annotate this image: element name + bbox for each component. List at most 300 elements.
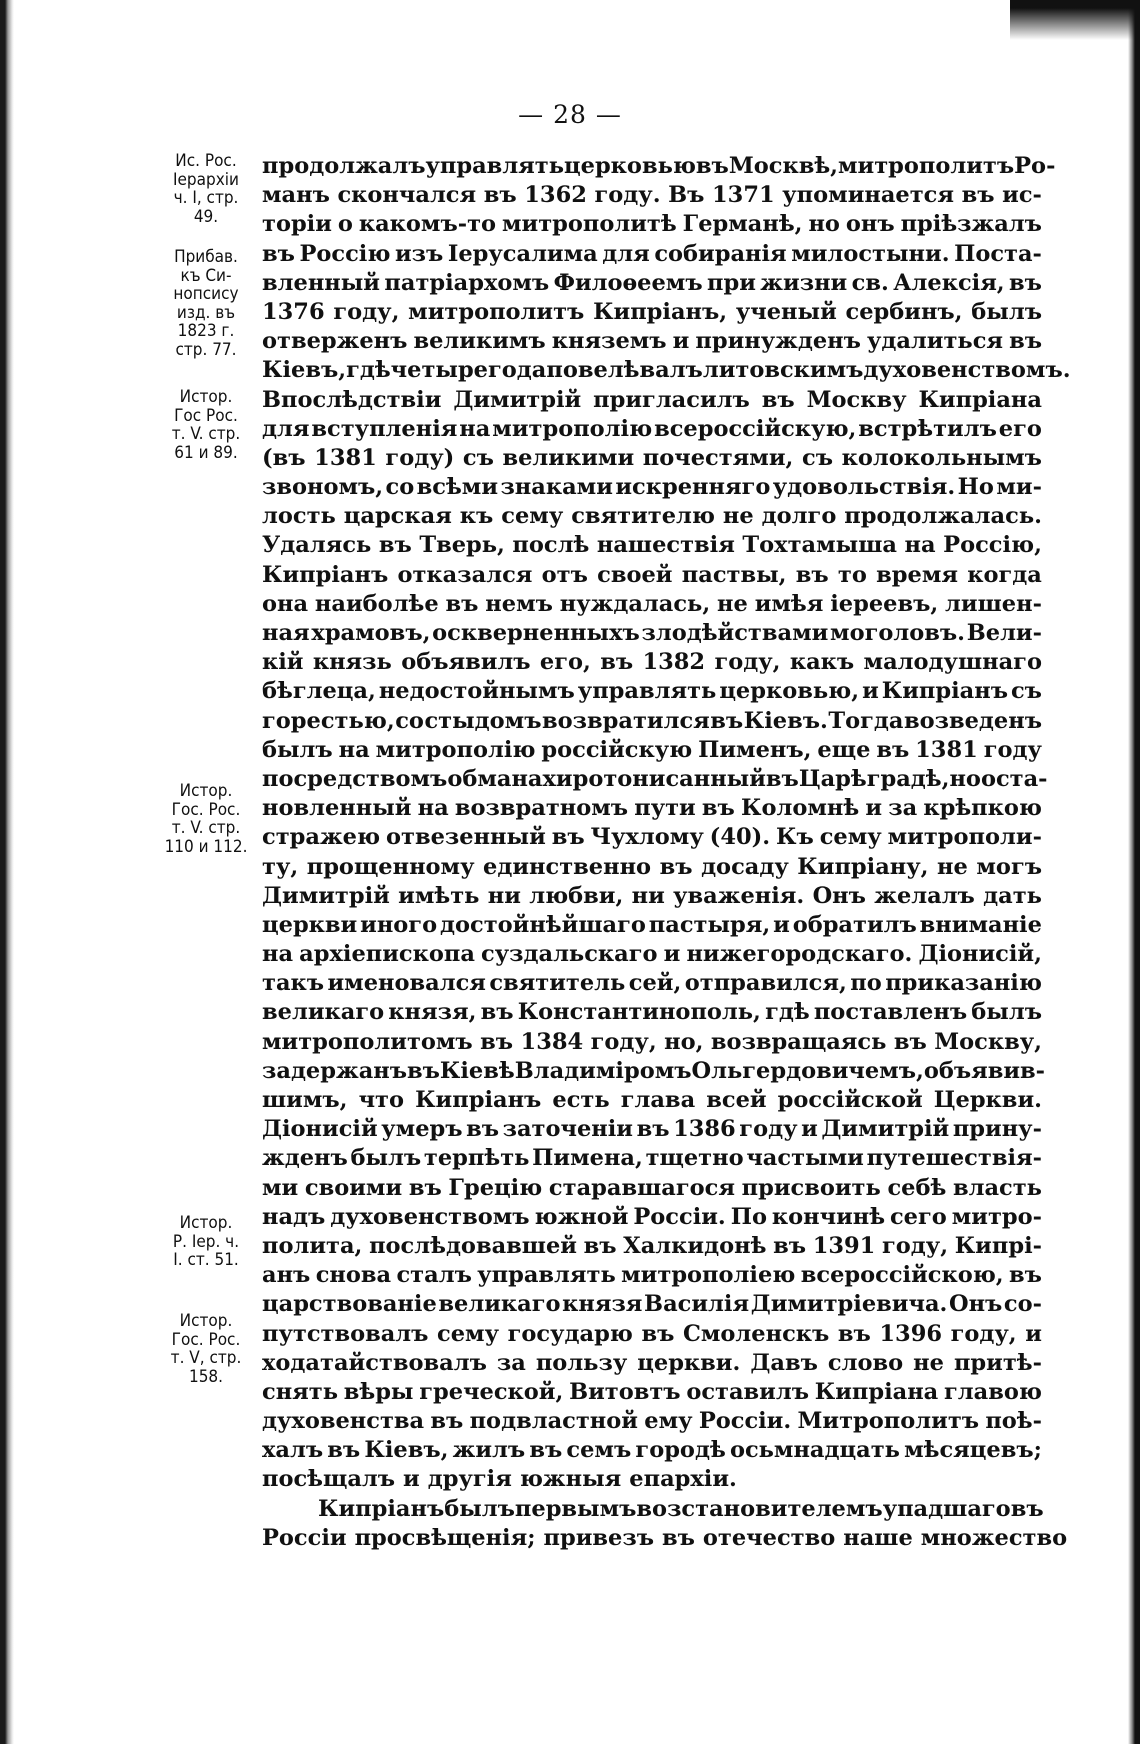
body-word: не — [937, 853, 968, 880]
body-line — [262, 794, 1042, 823]
body-line — [262, 1115, 1042, 1144]
body-word: Димитріевича. — [750, 1291, 948, 1318]
body-line — [262, 911, 1042, 940]
body-word: съ — [802, 444, 833, 471]
body-word: возвратился — [542, 707, 710, 734]
body-word: Россію, — [943, 532, 1042, 559]
body-word: и — [403, 1466, 420, 1493]
body-word: россійской — [777, 1087, 923, 1113]
body-word: именовался — [327, 970, 486, 997]
body-word: Кипрі- — [954, 1232, 1042, 1259]
body-word: въ — [1009, 1262, 1042, 1289]
body-word: пути — [634, 795, 696, 822]
body-word: ни — [487, 882, 521, 909]
body-word: ми — [262, 1174, 299, 1201]
body-word: объявив- — [923, 1057, 1046, 1084]
body-word: возвращаясь — [710, 1028, 887, 1055]
body-word: княземъ — [551, 328, 667, 355]
body-word: (въ — [262, 444, 306, 471]
body-word: Россіи — [262, 1524, 347, 1551]
body-word: обратилъ — [792, 911, 917, 938]
margin-note — [150, 248, 262, 359]
body-word: въ — [636, 1116, 670, 1143]
body-word: отъ — [541, 561, 588, 588]
body-word: ная — [262, 620, 310, 646]
body-line — [262, 677, 1042, 706]
body-word: великимъ — [413, 328, 546, 355]
body-line — [262, 707, 1042, 736]
margin-note-line: нопсису — [173, 284, 239, 304]
body-word: на — [338, 736, 370, 763]
body-word: но, — [664, 1028, 704, 1055]
body-word: путешествія- — [866, 1145, 1042, 1172]
body-line — [262, 210, 1042, 239]
body-word: стражею — [262, 824, 381, 851]
margin-note-line: Истор. — [179, 781, 233, 801]
body-word: Германѣ, — [682, 211, 803, 238]
body-word: въ — [600, 649, 634, 676]
body-word: былъ — [262, 736, 333, 763]
body-word: оскверненныхъ — [432, 620, 640, 646]
body-line — [262, 269, 1042, 298]
body-word: государю — [507, 1320, 633, 1347]
body-word: городѣ — [635, 1437, 726, 1464]
body-word: въ — [893, 1028, 927, 1055]
body-line — [262, 240, 1042, 269]
body-line — [262, 181, 1042, 210]
body-word: не — [722, 503, 754, 530]
body-line — [262, 1261, 1042, 1290]
body-word: съ — [1010, 678, 1042, 705]
body-word: отверженъ — [262, 328, 408, 355]
body-word: но — [808, 211, 840, 238]
body-word: упоминается — [782, 182, 955, 209]
body-word: собиранія — [654, 240, 787, 267]
body-word: отказался — [397, 561, 533, 588]
body-word: въ — [583, 1232, 617, 1259]
body-word: на — [262, 941, 294, 968]
body-word: литовскимъ — [702, 357, 864, 384]
body-word: Россіи. — [698, 1408, 792, 1435]
margin-note — [150, 1214, 262, 1270]
body-word: Пименъ, — [698, 736, 812, 763]
body-word: досаду — [701, 853, 789, 880]
page-number: — 28 — — [518, 100, 622, 129]
body-word: посредствомъ — [262, 765, 448, 792]
body-word: 1381 — [915, 736, 978, 763]
body-word: всероссійскою, — [800, 1262, 1004, 1289]
body-word: Поста- — [954, 240, 1042, 267]
body-word: въ — [1009, 269, 1042, 296]
body-word: Василія — [644, 1291, 750, 1318]
body-word: Коломнѣ — [741, 795, 860, 822]
margin-note-line: Р. Іер. ч. — [172, 1231, 240, 1252]
body-word: не — [913, 1349, 944, 1376]
body-line — [262, 882, 1042, 911]
body-word: единственно — [483, 853, 652, 880]
body-word: своей — [597, 561, 673, 588]
body-word: сталъ — [396, 1262, 472, 1289]
body-word: посѣщалъ — [262, 1466, 396, 1493]
body-word: въ — [483, 182, 517, 209]
body-word: южныя — [519, 1466, 622, 1493]
body-word: слово — [827, 1349, 904, 1376]
margin-note-line: I. ст. 51. — [173, 1250, 239, 1270]
body-word: митро- — [951, 1203, 1042, 1230]
body-word: 1362 — [524, 182, 587, 209]
body-word: въ — [466, 1116, 500, 1143]
body-word: князь — [312, 649, 392, 676]
body-word: имѣя — [754, 590, 824, 617]
body-word: въ — [551, 824, 585, 851]
body-word: знаками — [500, 474, 613, 501]
body-word: великими — [502, 444, 635, 471]
body-word: былъ — [971, 298, 1042, 325]
body-word: горестью, — [262, 707, 395, 734]
body-word: продолжалъ — [262, 153, 426, 179]
body-word: Россіи. — [633, 1203, 726, 1230]
body-word: Въ — [668, 182, 705, 209]
body-word: какъ — [789, 649, 855, 676]
body-line — [262, 940, 1042, 969]
body-word: ни — [631, 882, 665, 909]
body-line — [262, 969, 1042, 998]
body-word: 1376 — [262, 298, 325, 325]
body-word: былъ — [350, 1145, 422, 1172]
body-word: стыдомъ — [424, 707, 542, 734]
body-word: Кипріанъ — [318, 1495, 445, 1522]
body-word: въ — [837, 1320, 871, 1347]
body-word: Кипріанъ — [262, 561, 389, 588]
body-word: продолжалась. — [844, 503, 1042, 530]
body-word: на — [459, 415, 491, 442]
body-word: году) — [385, 444, 455, 471]
body-word: послѣ — [512, 532, 590, 559]
body-word: митрополитѣ — [501, 211, 677, 238]
body-word: но — [949, 765, 981, 792]
body-word: со — [395, 707, 424, 734]
body-word: году, — [882, 1232, 949, 1259]
body-word: году, — [950, 1320, 1017, 1347]
body-word: ходатайствовалъ — [262, 1349, 487, 1376]
body-line — [262, 531, 1042, 560]
body-word: искренняго — [615, 474, 771, 501]
body-word: колокольнымъ — [841, 444, 1042, 471]
body-word: иного — [360, 911, 438, 938]
body-word: о — [337, 211, 353, 238]
body-line — [262, 823, 1042, 852]
body-word: Къ — [776, 824, 814, 851]
body-word: недостойнымъ — [378, 678, 575, 705]
body-word: гдѣ — [765, 999, 810, 1026]
body-word: тщетно — [645, 1145, 744, 1172]
body-word: милостыни. — [791, 240, 950, 267]
body-word: со — [385, 474, 415, 501]
body-word: Онъ — [948, 1291, 1003, 1318]
body-word: Кіевъ, — [364, 1437, 449, 1464]
body-word: суздальскаго — [481, 941, 658, 968]
body-word: полита, — [262, 1232, 363, 1259]
body-word: она — [262, 590, 309, 617]
body-word: со- — [1003, 1291, 1042, 1318]
body-word: Кипріанъ — [415, 1087, 542, 1113]
margin-note — [150, 388, 262, 462]
margin-note-line: къ Си- — [180, 265, 232, 286]
body-line — [262, 1057, 1046, 1086]
body-word: Филоѳеемъ — [553, 269, 703, 296]
body-word: заточеніи — [502, 1116, 633, 1143]
body-word: духовенства — [262, 1408, 425, 1435]
body-word: духовенствомъ — [330, 1203, 530, 1230]
body-word: оставилъ — [686, 1378, 809, 1405]
body-word: упадшаго — [882, 1495, 1011, 1522]
body-word: дать — [983, 882, 1042, 909]
body-word: князя, — [388, 999, 477, 1026]
body-word: долго — [761, 503, 837, 530]
body-line — [262, 765, 1048, 794]
body-word: года — [488, 357, 547, 384]
body-word: 1382 — [642, 649, 706, 676]
body-word: главою — [944, 1378, 1042, 1405]
body-word: имѣть — [398, 882, 480, 909]
margin-note-line: т. V. стр. — [171, 818, 241, 838]
body-word: скончался — [337, 182, 477, 209]
body-word: паствы, — [681, 561, 787, 588]
body-line — [262, 736, 1042, 765]
body-word: присвоить — [741, 1174, 881, 1201]
body-word: митрополію — [492, 415, 653, 442]
body-word: Но — [957, 474, 994, 501]
body-word: Кипріану, — [797, 853, 929, 880]
body-word: снять — [262, 1378, 339, 1405]
body-word: Тверь, — [419, 532, 505, 559]
body-line — [262, 998, 1042, 1027]
margin-note-line: 61 и 89. — [174, 442, 238, 463]
body-word: сей, — [628, 970, 682, 997]
body-word: Константинополь, — [517, 999, 761, 1026]
body-word: торіи — [262, 211, 332, 238]
body-word: себѣ — [887, 1174, 947, 1201]
body-word: въ — [765, 765, 799, 792]
body-word: царствованіе — [262, 1291, 437, 1318]
body-word: злодѣйствами — [641, 620, 829, 646]
body-word: царская — [343, 503, 452, 530]
body-word: нижегородскаго. — [686, 941, 913, 968]
body-word: то — [837, 561, 867, 588]
body-line — [262, 1495, 1042, 1524]
body-word: ту, — [262, 853, 299, 880]
body-word: другія — [427, 1466, 512, 1493]
body-word: Кипріана — [918, 386, 1042, 413]
body-word: Москву — [806, 386, 907, 413]
body-word: наиболѣе — [314, 590, 439, 617]
body-word: сему — [819, 824, 882, 851]
body-word: повелѣвалъ — [546, 357, 703, 384]
body-word: южной — [534, 1203, 629, 1230]
body-word: въ — [407, 1057, 440, 1084]
margin-note-line: Истор. — [179, 387, 233, 407]
body-word: Москву, — [934, 1028, 1042, 1055]
body-word: князя — [562, 1291, 643, 1318]
body-word: Впослѣдствіи — [262, 386, 442, 413]
body-word: обмана — [447, 765, 543, 792]
body-word: Діонисій — [262, 1116, 378, 1143]
body-word: духовенствомъ. — [863, 357, 1071, 384]
body-word: Москвѣ, — [728, 153, 838, 179]
body-word: въ — [445, 590, 479, 617]
body-word: задержанъ — [262, 1057, 408, 1084]
body-word: власть — [952, 1174, 1042, 1201]
body-word: къ — [459, 503, 494, 530]
body-word: за — [496, 1349, 526, 1376]
body-word: возведенъ — [903, 707, 1042, 734]
body-word: халъ — [262, 1437, 324, 1464]
margin-note — [150, 782, 262, 856]
body-word: въ — [1010, 1495, 1044, 1522]
body-word: ми- — [996, 474, 1042, 501]
body-word: пользу — [535, 1349, 628, 1376]
body-word: Кипріана — [814, 1378, 939, 1405]
body-word: Димитрій — [453, 386, 582, 413]
body-line — [262, 1465, 1042, 1494]
body-word: съ — [462, 444, 494, 471]
body-word: Грецію — [448, 1174, 543, 1201]
body-word: 1391 — [812, 1232, 876, 1259]
body-word: снова — [315, 1262, 392, 1289]
margin-note-line: Истор. — [179, 1213, 233, 1233]
margin-note-line: Прибав. — [174, 247, 238, 267]
body-word: по — [850, 970, 882, 997]
body-word: его — [998, 415, 1042, 442]
body-word: въ — [1009, 328, 1042, 355]
body-word: поѣ- — [985, 1408, 1042, 1435]
body-word: множество — [920, 1524, 1068, 1551]
body-word: крѣпкою — [923, 795, 1042, 822]
margin-note-line: 49. — [193, 206, 219, 227]
body-word: управлять — [425, 153, 565, 179]
body-word: въ — [662, 1524, 695, 1551]
body-word: нуждалась, — [559, 590, 711, 617]
body-word: кій — [262, 649, 304, 676]
body-word: могъ — [976, 853, 1042, 880]
body-word: году, — [333, 298, 400, 325]
body-word: Кіевъ, — [262, 357, 347, 384]
body-word: въ — [710, 707, 744, 734]
body-word: путствовалъ — [262, 1320, 429, 1347]
body-word: изъ — [394, 240, 444, 267]
body-word: архіепископа — [299, 941, 475, 968]
body-line — [262, 619, 1042, 648]
body-word: когда — [967, 561, 1042, 588]
body-word: четыре — [390, 357, 488, 384]
body-word: Ольгердовичемъ, — [691, 1057, 924, 1084]
body-word: Кіевъ. — [743, 707, 828, 734]
body-word: сему — [437, 1320, 499, 1347]
body-word: церковью, — [719, 678, 860, 705]
body-word: храмовъ, — [311, 620, 431, 646]
body-word: жилъ — [452, 1437, 526, 1464]
body-line — [262, 1436, 1042, 1465]
body-word: и — [1025, 1320, 1042, 1347]
body-word: время — [876, 561, 958, 588]
body-word: всѣми — [416, 474, 499, 501]
body-word: сего — [889, 1203, 947, 1230]
body-word: Царѣградѣ, — [798, 765, 950, 792]
body-word: и — [865, 795, 883, 822]
body-word: въ — [327, 1437, 361, 1464]
body-word: моголовъ. — [830, 620, 965, 646]
body-word: въ — [641, 1320, 675, 1347]
body-word: Димитрій — [821, 1116, 950, 1143]
body-word: управлять — [577, 678, 717, 705]
body-word: великаго — [438, 1291, 561, 1318]
body-line — [262, 1407, 1042, 1436]
body-word: въ — [529, 1437, 563, 1464]
body-word: достойнѣйшаго — [440, 911, 646, 938]
body-word: 1386 — [673, 1116, 736, 1143]
margin-note-line: Истор. — [179, 1311, 233, 1331]
body-word: привезъ — [543, 1524, 654, 1551]
body-word: былъ — [971, 999, 1042, 1026]
body-word: Давъ — [750, 1349, 818, 1376]
body-word: Ро- — [1014, 153, 1056, 179]
body-word: въ — [701, 795, 735, 822]
body-word: святителю — [571, 503, 715, 530]
body-word: году — [983, 736, 1042, 763]
body-word: кончинѣ — [771, 1203, 886, 1230]
body-word: звономъ, — [262, 474, 384, 501]
body-word: По — [730, 1203, 767, 1230]
body-line — [262, 853, 1042, 882]
body-word: желалъ — [874, 882, 975, 909]
body-line — [262, 415, 1042, 444]
body-word: въ — [695, 153, 729, 179]
body-line — [262, 152, 1056, 181]
body-word: любви, — [529, 882, 624, 909]
margin-note-line: 1823 г. — [177, 321, 235, 341]
body-line — [262, 590, 1042, 619]
body-word: въ — [430, 1408, 464, 1435]
body-word: митрополіею — [621, 1262, 796, 1289]
body-word: Кіевѣ — [439, 1057, 515, 1084]
body-word: на — [904, 532, 936, 559]
body-word: и — [773, 911, 790, 938]
body-word: управлять — [477, 1262, 616, 1289]
body-word: прощенному — [306, 853, 475, 880]
body-line — [262, 1524, 1068, 1553]
body-line — [262, 356, 1071, 385]
body-word: Смоленскъ — [682, 1320, 830, 1347]
body-word: 1396 — [879, 1320, 943, 1347]
body-word: греческой, — [419, 1378, 564, 1405]
body-word: еще — [817, 736, 871, 763]
body-word: хиротонисанный — [542, 765, 766, 792]
body-word: въ — [876, 736, 910, 763]
body-word: въ — [262, 240, 295, 267]
body-word: 1384 — [520, 1028, 584, 1055]
body-word: митрополитъ — [837, 153, 1015, 179]
body-word: всей — [706, 1087, 767, 1113]
body-word: прину- — [952, 1116, 1042, 1143]
body-word: Церкви. — [933, 1087, 1042, 1113]
body-word: Кипріанъ — [881, 678, 1008, 705]
body-word: и — [862, 678, 879, 705]
body-line — [262, 1144, 1042, 1173]
body-word: на — [417, 795, 449, 822]
body-word: ему — [644, 1408, 693, 1435]
body-word: подвластной — [469, 1408, 638, 1435]
body-word: нашествія — [596, 532, 735, 559]
